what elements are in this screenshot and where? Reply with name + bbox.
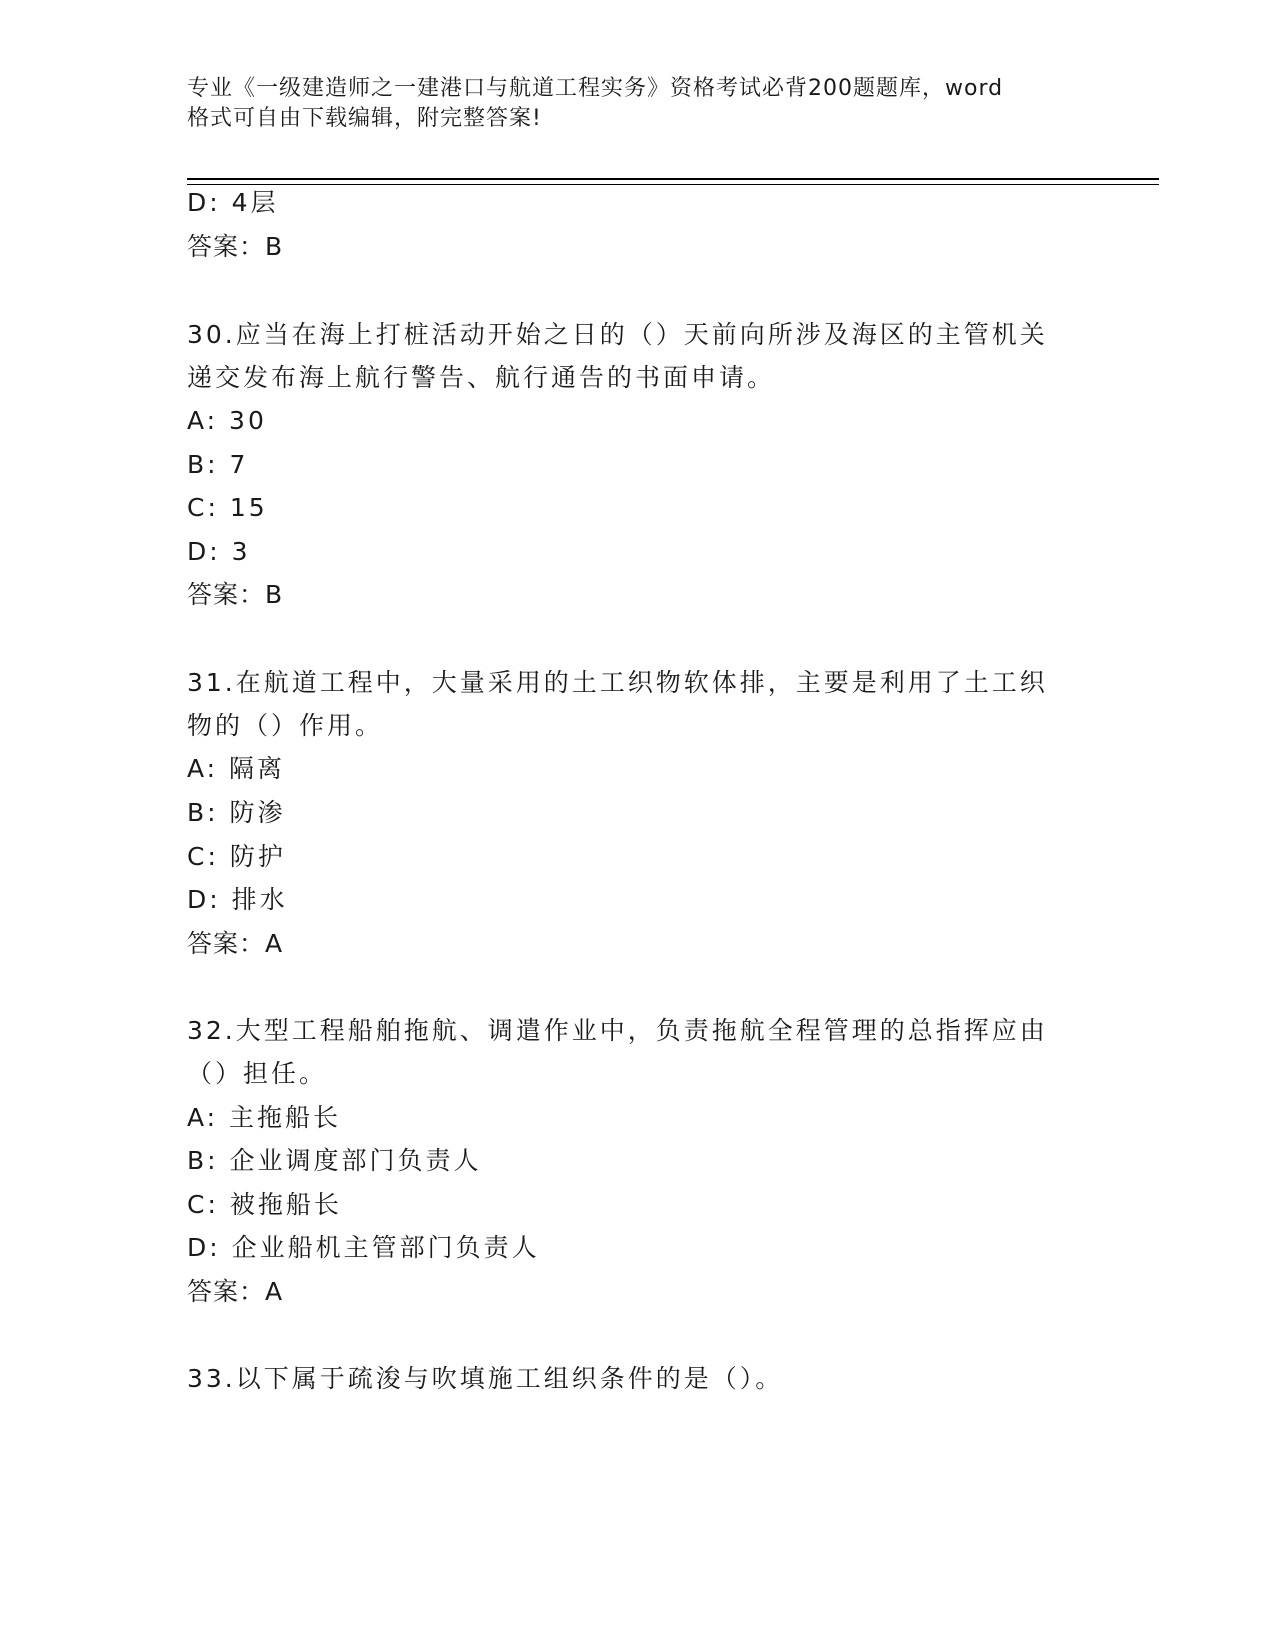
question-30-answer: 答案：B: [187, 580, 284, 609]
question-30-option-b: B: 7: [187, 450, 249, 479]
header-divider-thick: [187, 178, 1159, 180]
header-line-2: 格式可自由下载编辑，附完整答案!: [187, 106, 542, 131]
question-31-text-line-2: 物的（）作用。: [187, 711, 384, 740]
question-31-option-c: C: 防护: [187, 842, 286, 871]
question-30-text-line-1: 30.应当在海上打桩活动开始之日的（）天前向所涉及海区的主管机关: [187, 320, 1048, 349]
question-30-option-c: C: 15: [187, 493, 268, 522]
question-32-option-d: D: 企业船机主管部门负责人: [187, 1233, 540, 1262]
question-31-answer: 答案：A: [187, 929, 284, 958]
question-32-text-line-1: 32.大型工程船舶拖航、调遣作业中，负责拖航全程管理的总指挥应由: [187, 1016, 1048, 1045]
header-divider-thin: [187, 184, 1159, 185]
question-32-text-line-2: （）担任。: [187, 1059, 328, 1088]
answer-label: 答案：B: [187, 232, 284, 261]
question-31-option-a: A: 隔离: [187, 754, 286, 783]
question-32-option-a: A: 主拖船长: [187, 1103, 342, 1132]
question-30-option-a: A: 30: [187, 406, 267, 435]
option-d: D: 4层: [187, 188, 279, 217]
question-32-answer: 答案：A: [187, 1277, 284, 1306]
question-32-option-c: C: 被拖船长: [187, 1190, 342, 1219]
document-header: [187, 74, 1087, 134]
question-31-text-line-1: 31.在航道工程中，大量采用的土工织物软体排，主要是利用了土工织: [187, 668, 1048, 697]
question-30-option-d: D: 3: [187, 537, 251, 566]
question-30-text-line-2: 递交发布海上航行警告、航行通告的书面申请。: [187, 363, 776, 392]
question-31-option-b: B: 防渗: [187, 798, 286, 827]
question-31-option-d: D: 排水: [187, 885, 288, 914]
header-line-1: 专业《一级建造师之一建港口与航道工程实务》资格考试必背200题题库，word: [187, 76, 1004, 101]
question-32-option-b: B: 企业调度部门负责人: [187, 1146, 482, 1175]
question-33-text-line-1: 33.以下属于疏浚与吹填施工组织条件的是（）。: [187, 1364, 784, 1393]
